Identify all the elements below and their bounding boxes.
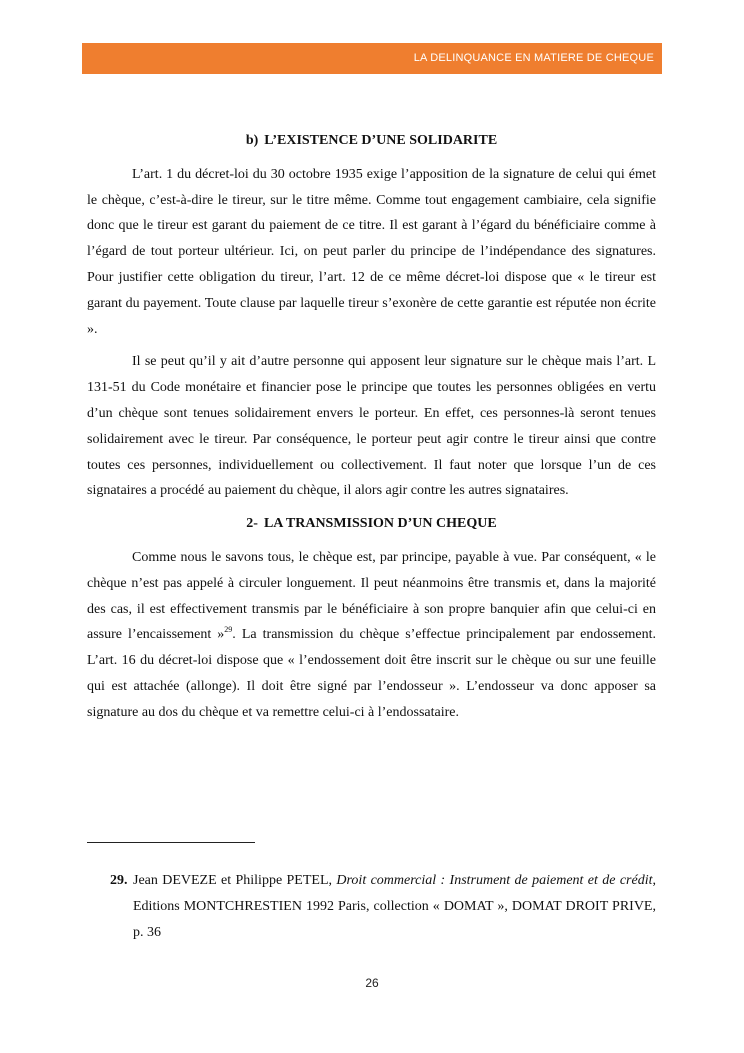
footnote-divider — [87, 842, 255, 843]
footnote — [110, 868, 656, 946]
section-b-heading — [87, 128, 656, 154]
header-title: LA DELINQUANCE EN MATIERE DE CHEQUE — [413, 52, 654, 64]
footnote-rest: , Editions MONTCHRESTIEN 1992 Paris, collection « DOMAT », DOMAT DROIT PRIVE, p. 36 — [133, 873, 657, 940]
section-b-title: L’EXISTENCE D’UNE SOLIDARITE — [264, 133, 498, 148]
page-content — [87, 128, 656, 733]
paragraph-part1: Comme nous le savons tous, le chèque est, par principe, payable à vue. Par conséquent, « le chèque n’est pas appelé à circuler longuement. Il peut néanmoins être transmis et, dans la majorité des cas, il est effectivement transmis par le bénéficiaire à son propre banquier afin que celui-ci en assure l’encaissement » — [87, 549, 656, 643]
paragraph-transmission — [87, 545, 656, 726]
footnote-text — [110, 868, 656, 946]
paragraph-part2: . La transmission du chèque s’effectue principalement par endossement. L’art. 16 du décret-loi dispose que « l’endossement doit être inscrit sur le chèque ou sur une feuille qui est attachée (allonge). Il doit être signé par l’endosseur ». L’endosseur va donc apposer sa signature au dos du chèque et va remettre celui-ci à l’endossataire. — [87, 627, 656, 720]
header-bar — [82, 43, 662, 74]
paragraph: L’art. 1 du décret-loi du 30 octobre 1935 exige l’apposition de la signature de celui qui émet le chèque, c’est-à-dire le tireur, sur le titre même. Comme tout engagement cambiaire, cela signifie donc que le tireur est garant du paiement de ce titre. Il est garant à l’égard du bénéficiaire comme à l’égard de tout porteur ultérieur. Ici, on peut parler du principe de l’indépendance des signatures. Pour justifier cette obligation du tireur, l’art. 12 de ce même décret-loi dispose que « le tireur est garant du payement. Toute clause par laquelle tireur s’exonère de cette garantie est réputée non écrite ». — [87, 166, 656, 337]
footnote-reference[interactable]: 29 — [224, 625, 233, 635]
paragraph: Il se peut qu’il y ait d’autre personne qui apposent leur signature sur le chèque mais l’art. L 131-51 du Code monétaire et financier pose le principe que toutes les personnes obligées en vertu d’un chèque sont tenues solidairement envers le porteur. En effet, ces personnes-là seront tenues solidairement avec le tireur. Par conséquence, le porteur peut agir contre le tireur ainsi que contre toutes ces personnes, individuellement ou collectivement. Il faut noter que lorsque l’un de ces signataires a procédé au paiement du chèque, il alors agir contre les autres signataires. — [87, 354, 656, 499]
section-2-number: 2- — [246, 516, 258, 532]
footnote-authors: Jean DEVEZE et Philippe PETEL, — [133, 873, 337, 888]
page-number: 26 — [365, 976, 379, 990]
section-2-title: LA TRANSMISSION D’UN CHEQUE — [263, 516, 497, 532]
section-b-number: b) — [245, 133, 259, 148]
section-2-heading — [87, 511, 656, 537]
footnote-title: Droit commercial : Instrument de paiement et de crédit — [336, 873, 653, 888]
footnote-number: 29. — [110, 873, 128, 888]
